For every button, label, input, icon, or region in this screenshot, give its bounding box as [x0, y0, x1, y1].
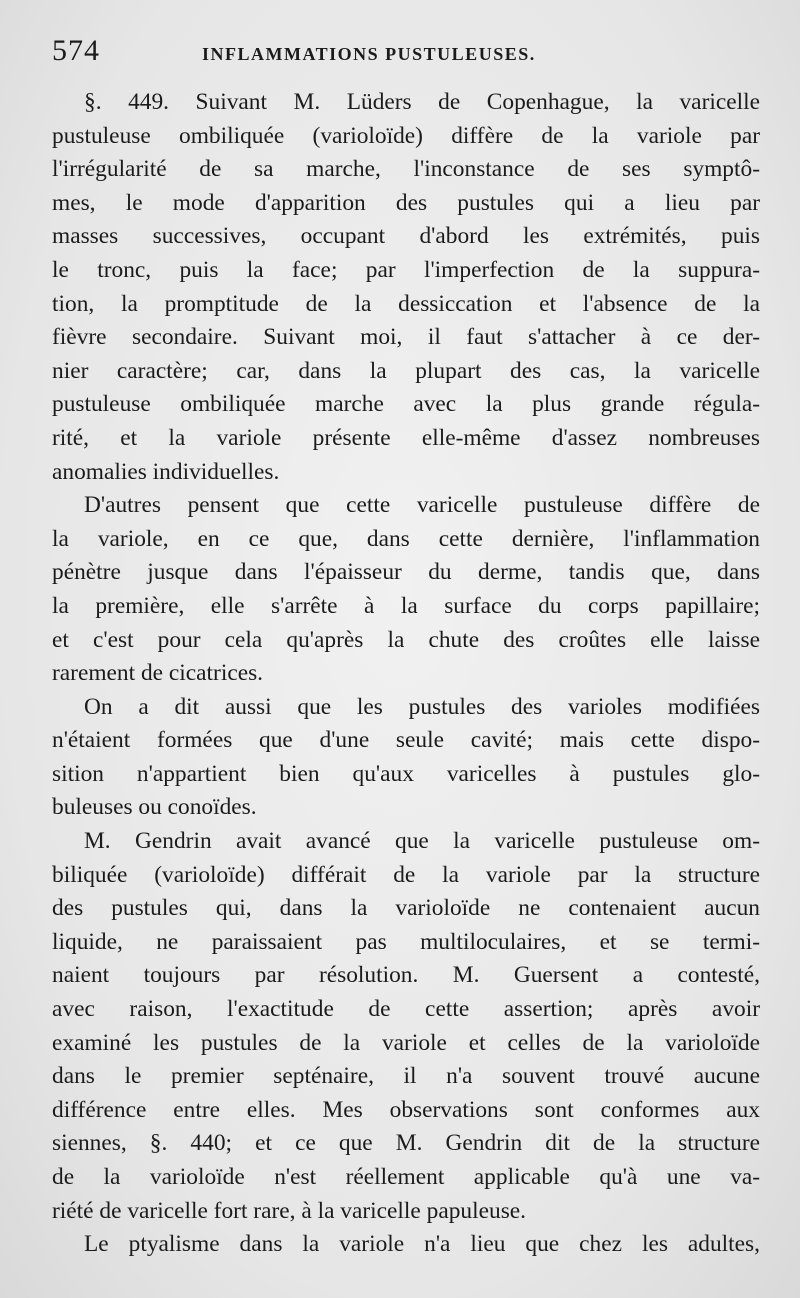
page-header — [52, 34, 760, 78]
text-line: dans le premier septénaire, il n'a souvent trouvé aucune — [52, 1063, 760, 1090]
text-line: pustuleuse ombiliquée (varioloïde) diffère de la variole par — [52, 122, 760, 149]
text-line: la première, elle s'arrête à la surface du corps papillaire; — [52, 592, 760, 619]
text-line: anomalies individuelles. — [52, 458, 280, 485]
text-line: mes, le mode d'apparition des pustules qui a lieu par — [52, 189, 760, 216]
text-line: l'irrégularité de sa marche, l'inconstance de ses symptô- — [52, 156, 760, 183]
text-line: Le ptyalisme dans la variole n'a lieu que chez les adultes, — [84, 1231, 760, 1258]
text-line: sition n'appartient bien qu'aux varicelles à pustules glo- — [52, 760, 760, 787]
text-line: siennes, §. 440; et ce que M. Gendrin dit de la structure — [52, 1130, 760, 1157]
text-line: rarement de cicatrices. — [52, 660, 264, 687]
text-line: fièvre secondaire. Suivant moi, il faut s'attacher à ce der- — [52, 324, 760, 351]
text-line: masses successives, occupant d'abord les extrémités, puis — [52, 223, 760, 250]
text-line: nier caractère; car, dans la plupart des cas, la varicelle — [52, 357, 760, 384]
text-line: de la varioloïde n'est réellement applicable qu'à une va- — [52, 1164, 760, 1190]
text-line: pustuleuse ombiliquée marche avec la plus grande régula- — [52, 391, 760, 418]
text-line: la variole, en ce que, dans cette dernière, l'inflammation — [52, 525, 760, 552]
text-line: riété de varicelle fort rare, à la varicelle papuleuse. — [52, 1197, 527, 1224]
text-line: naient toujours par résolution. M. Guersent a contesté, — [52, 962, 760, 989]
text-line: le tronc, puis la face; par l'imperfection de la suppura- — [52, 256, 760, 283]
text-line: et c'est pour cela qu'après la chute des croûtes elle laisse — [52, 626, 760, 653]
text-line: différence entre elles. Mes observations sont conformes aux — [52, 1096, 760, 1123]
text-line: rité, et la variole présente elle-même d'assez nombreuses — [52, 424, 760, 451]
text-line: buleuses ou conoïdes. — [52, 794, 257, 821]
text-line: §. 449. Suivant M. Lüders de Copenhague, la varicelle — [84, 89, 760, 115]
text-line: examiné les pustules de la variole et celles de la varioloïde — [52, 1029, 760, 1056]
text-line: On a dit aussi que les pustules des varioles modifiées — [84, 693, 760, 720]
text-line: biliquée (varioloïde) différait de la variole par la structure — [52, 861, 760, 888]
text-line: D'autres pensent que cette varicelle pustuleuse diffère de — [84, 492, 760, 519]
text-line: tion, la promptitude de la dessiccation et l'absence de la — [52, 290, 760, 317]
text-line: M. Gendrin avait avancé que la varicelle pustuleuse om- — [84, 828, 760, 855]
body-text — [52, 86, 760, 1262]
text-line: avec raison, l'exactitude de cette assertion; après avoir — [52, 996, 760, 1023]
text-line: n'étaient formées que d'une seule cavité; mais cette dispo- — [52, 727, 760, 754]
page-number: 574 — [52, 34, 100, 67]
text-line: pénètre jusque dans l'épaisseur du derme, tandis que, dans — [52, 559, 760, 586]
text-line: liquide, ne paraissaient pas multiloculaires, et se termi- — [52, 928, 760, 955]
text-line: des pustules qui, dans la varioloïde ne contenaient aucun — [52, 895, 760, 922]
running-title: INFLAMMATIONS PUSTULEUSES. — [202, 44, 536, 64]
